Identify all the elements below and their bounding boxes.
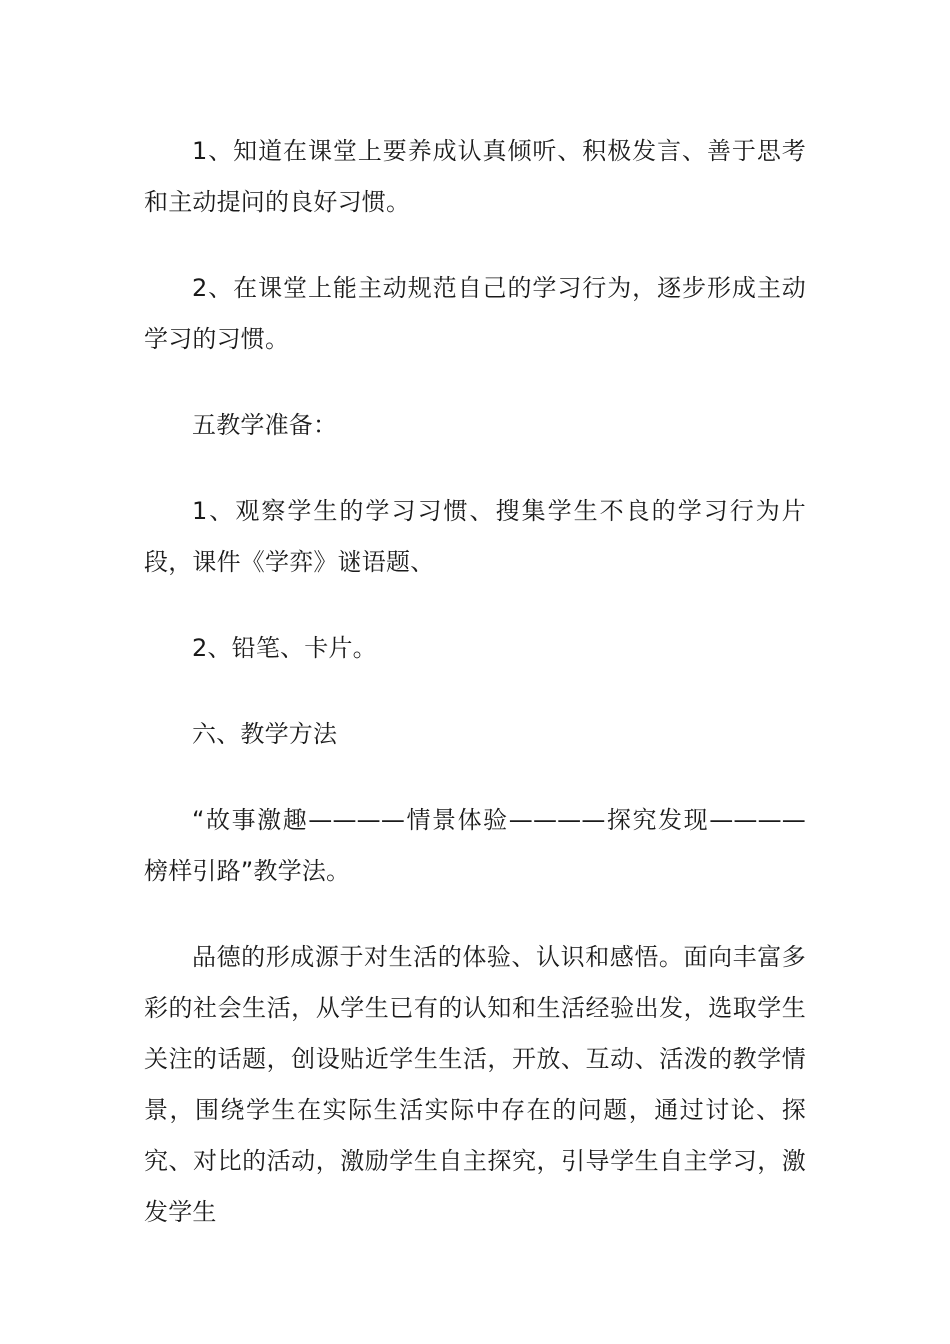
paragraph-method-flow: “故事激趣————情景体验————探究发现————榜样引路”教学法。	[144, 806, 806, 885]
paragraph-goal-2: 2、在课堂上能主动规范自己的学习行为，逐步形成主动学习的习惯。	[144, 274, 806, 353]
document-body	[144, 126, 806, 1238]
paragraph-preparation-1: 1、观察学生的学习习惯、搜集学生不良的学习行为片段，课件《学弈》谜语题、	[144, 497, 806, 576]
section-heading-methods: 六、教学方法	[192, 720, 338, 748]
paragraph-goal-1: 1、知道在课堂上要养成认真倾听、积极发言、善于思考和主动提问的良好习惯。	[144, 137, 806, 216]
paragraph-preparation-2: 2、铅笔、卡片。	[192, 634, 377, 662]
paragraph-method-description: 品德的形成源于对生活的体验、认识和感悟。面向丰富多彩的社会生活，从学生已有的认知和生活经验出发，选取学生关注的话题，创设贴近学生生活，开放、互动、活泼的教学情景，围绕学生在实际生活实际中存在的问题，通过讨论、探究、对比的活动，激励学生自主探究，引导学生自主学习，激发学生	[144, 943, 806, 1226]
section-heading-preparation: 五教学准备：	[192, 411, 338, 439]
